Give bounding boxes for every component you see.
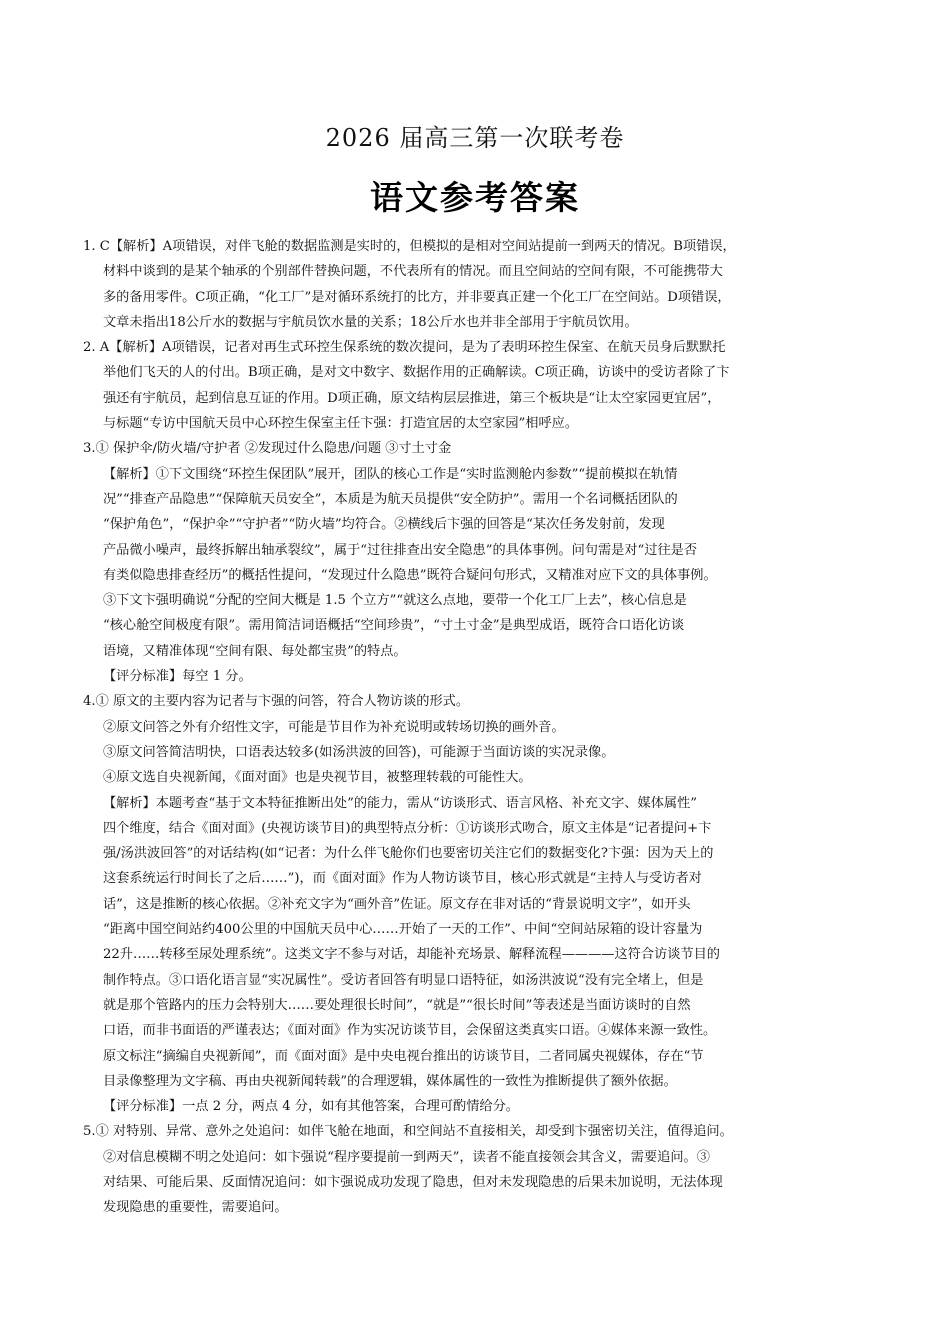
text-line: 口语，而非书面语的严谨表达；《面对面》作为实况访谈节目，会保留这类真实口语。④媒体来源一致性。: [103, 1023, 717, 1039]
text-line: 况”“排查产品隐患”“保障航天员安全”，本质是为航天员提供“安全防护”。需用一个名词概括团队的: [103, 491, 678, 507]
text-line: 【解析】本题考查“基于文本特征推断出处”的能力，需从“访谈形式、语言风格、补充文字、媒体属性”: [103, 795, 698, 811]
text-line: ②对信息模糊不明之处追问：如卞强说“程序要提前一到两天”，读者不能直接领会其含义，需要追问。③: [103, 1149, 710, 1165]
answer-q2: [83, 335, 873, 436]
text-line: 1. C【解析】A项错误，对伴飞舱的数据监测是实时的，但模拟的是相对空间站提前一到两天的情况。B项错误，: [83, 239, 736, 254]
text-line: 语境，又精准体现“空间有限、每处都宝贵”的特点。: [103, 643, 407, 659]
text-line: 强/汤洪波回答”的对话结构(如“记者：为什么伴飞舱你们也要密切关注它们的数据变化?卞强：因为天上的: [103, 846, 714, 862]
text-line: 发现隐患的重要性，需要追问。: [103, 1200, 288, 1216]
text-line: 目录像整理为文字稿、再由央视新闻转载”的合理逻辑，媒体属性的一致性为推断提供了额外依据。: [103, 1073, 677, 1089]
text-line: 文章未指出18公斤水的数据与宇航员饮水量的关系；18公斤水也并非全部用于宇航员饮用。: [103, 314, 638, 330]
text-line: 22升……转移至尿处理系统”。这类文字不参与对话，却能补充场景、解释流程————这符合访谈节目的: [103, 947, 720, 963]
text-line: 与标题“专访中国航天员中心环控生保室主任卞强：打造宜居的太空家园”相呼应。: [103, 416, 579, 432]
text-line: 2. A【解析】A项错误，记者对再生式环控生保系统的数次提问，是为了表明环控生保室、在航天员身后默默托: [83, 340, 726, 356]
text-line: 制作特点。③口语化语言显“实况属性”。受访者回答有明显口语特征，如汤洪波说“没有完全堵上，但是: [103, 972, 704, 988]
answer-q5: [83, 1119, 873, 1220]
text-line: 就是那个管路内的压力会特别大……要处理很长时间”，“就是”“很长时间”等表述是当面访谈时的自然: [103, 997, 691, 1013]
exam-title: 2026 届高三第一次联考卷: [325, 124, 625, 152]
text-line: 四个维度，结合《面对面》(央视访谈节目)的典型特点分析：①访谈形式吻合，原文主体是“记者提问+卞: [103, 820, 712, 836]
text-line: 话”，这是推断的核心依据。②补充文字为“画外音”佐证。原文存在非对话的“背景说明文字”，如开头: [103, 896, 691, 912]
text-line: 4.① 原文的主要内容为记者与卞强的问答，符合人物访谈的形式。: [83, 694, 470, 710]
text-line: 强还有宇航员，起到信息互证的作用。D项正确，原文结构层层推进，第三个板块是“让太空家园更宜居”，: [103, 390, 721, 406]
text-line: ③原文问答简洁明快，口语表达较多(如汤洪波的回答)，可能源于当面访谈的实况录像。: [103, 744, 615, 760]
text-line: 3.① 保护伞/防火墙/守护者 ②发现过什么隐患/问题 ③寸土寸金: [83, 441, 452, 457]
text-line: 原文标注“摘编自央视新闻”，而《面对面》是中央电视台推出的访谈节目，二者同属央视媒体，存在“节: [103, 1048, 704, 1064]
answer-content: [83, 234, 873, 1221]
scoring-note: 【评分标准】一点 2 分，两点 4 分，如有其他答案，合理可酌情给分。: [103, 1099, 519, 1115]
text-line: ③下文卞强明确说“分配的空间大概是 1.5 个立方”“就这么点地，要带一个化工厂上去”，核心信息是: [103, 593, 687, 609]
answer-q1: [83, 234, 873, 335]
answer-q3: [83, 436, 873, 689]
document-title: 语文参考答案: [370, 178, 580, 217]
text-line: 材料中谈到的是某个轴承的个别部件替换问题，不代表所有的情况。而且空间站的空间有限，不可能携带大: [103, 264, 723, 280]
text-line: 5.① 对特别、异常、意外之处追问：如伴飞舱在地面，和空间站不直接相关，却受到卞强密切关注，值得追问。: [83, 1124, 733, 1140]
text-line: 这套系统运行时间长了之后……”)，而《面对面》作为人物访谈节目，核心形式就是“主持人与受访者对: [103, 871, 702, 887]
text-line: 多的备用零件。C项正确，“化工厂”是对循环系统打的比方，并非要真正建一个化工厂在空间站。D项错误，: [103, 289, 731, 305]
text-line: 【解析】①下文围绕“环控生保团队”展开，团队的核心工作是“实时监测舱内参数”“提前模拟在轨情: [103, 466, 678, 482]
text-line: 举他们飞天的人的付出。B项正确，是对文中数字、数据作用的正确解读。C项正确，访谈中的受访者除了卞: [103, 365, 730, 381]
text-line: 有类似隐患排查经历”的概括性提问，“发现过什么隐患”既符合疑问句形式，又精准对应下文的具体事例。: [103, 567, 717, 583]
scoring-note: 【评分标准】每空 1 分。: [103, 669, 252, 685]
text-line: 对结果、可能后果、反面情况追问：如卞强说成功发现了隐患，但对未发现隐患的后果未加说明，无法体现: [103, 1174, 723, 1190]
text-line: ④原文选自央视新闻，《面对面》也是央视节目，被整理转载的可能性大。: [103, 770, 532, 786]
text-line: “保护角色”，“保护伞”“守护者”“防火墙”均符合。②横线后卞强的回答是“某次任务发射前，发现: [103, 517, 665, 533]
text-line: “距离中国空间站约400公里的中国航天员中心……开始了一天的工作”、中间“空间站尿箱的设计容量为: [103, 922, 703, 938]
answer-q4: [83, 689, 873, 1119]
text-line: “核心舱空间极度有限”。需用简洁词语概括“空间珍贵”，“寸土寸金”是典型成语，既符合口语化访谈: [103, 618, 685, 634]
text-line: ②原文问答之外有介绍性文字，可能是节目作为补充说明或转场切换的画外音。: [103, 719, 565, 735]
text-line: 产品微小噪声，最终拆解出轴承裂纹”，属于“过往排查出安全隐患”的具体事例。问句需是对“过往是否: [103, 542, 698, 558]
